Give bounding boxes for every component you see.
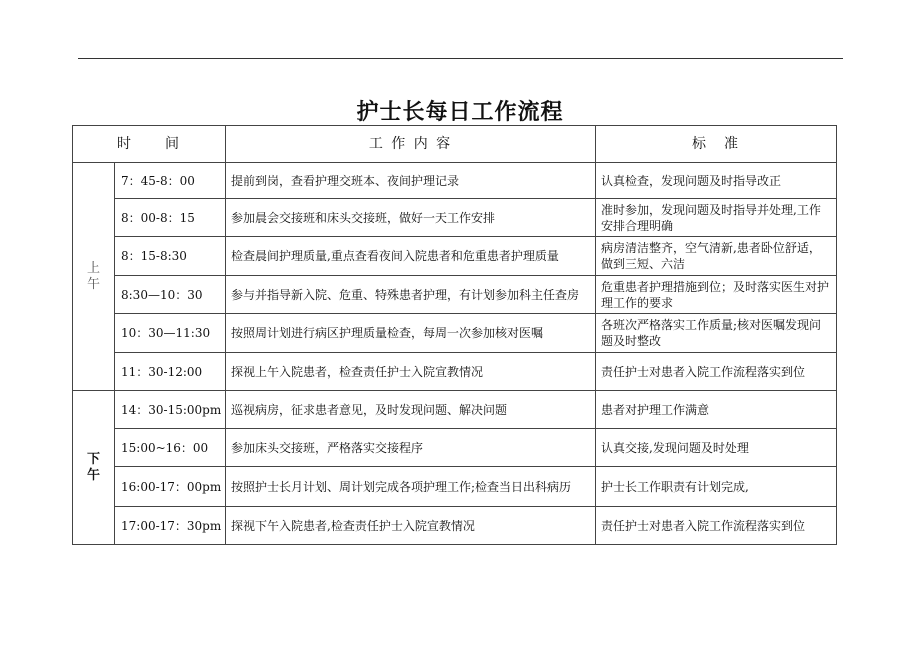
top-rule [78,58,843,59]
time-cell: 16:00-17：00pm [115,467,226,507]
standard-cell: 护士长工作职责有计划完成, [596,467,837,507]
time-cell: 11：30-12:00 [115,353,226,391]
table-row [73,507,837,545]
table-row [73,353,837,391]
table-row [73,163,837,199]
time-cell: 8：15-8:30 [115,237,226,276]
header-time: 时 间 [73,126,226,163]
time-cell: 8:30—10：30 [115,276,226,314]
table-row [73,276,837,314]
time-cell: 17:00-17：30pm [115,507,226,545]
period-morning: 上 午 [73,163,115,391]
content-cell: 参与并指导新入院、危重、特殊患者护理，有计划参加科主任查房 [226,276,596,314]
header-standard: 标 准 [596,126,837,163]
time-cell: 8：00-8：15 [115,199,226,237]
content-cell: 参加晨会交接班和床头交接班，做好一天工作安排 [226,199,596,237]
standard-cell: 准时参加，发现问题及时指导并处理,工作安排合理明确 [596,199,837,237]
content-cell: 按照护士长月计划、周计划完成各项护理工作;检查当日出科病历 [226,467,596,507]
standard-cell: 认真检查，发现问题及时指导改正 [596,163,837,199]
content-cell: 提前到岗，查看护理交班本、夜间护理记录 [226,163,596,199]
standard-cell: 危重患者护理措施到位；及时落实医生对护理工作的要求 [596,276,837,314]
time-cell: 15:00~16：00 [115,429,226,467]
page-title: 护士长每日工作流程 [356,100,564,125]
content-cell: 探视上午入院患者，检查责任护士入院宣教情况 [226,353,596,391]
period-afternoon: 下 午 [73,391,115,545]
content-cell: 按照周计划进行病区护理质量检查，每周一次参加核对医嘱 [226,314,596,353]
standard-cell: 认真交接,发现问题及时处理 [596,429,837,467]
standard-cell: 各班次严格落实工作质量;核对医嘱发现问题及时整改 [596,314,837,353]
table-row [73,237,837,276]
table-row [73,429,837,467]
table-row [73,391,837,429]
header-content: 工 作 内 容 [226,126,596,163]
standard-cell: 责任护士对患者入院工作流程落实到位 [596,507,837,545]
workflow-table [72,125,837,545]
time-cell: 7：45-8：00 [115,163,226,199]
content-cell: 参加床头交接班，严格落实交接程序 [226,429,596,467]
content-cell: 巡视病房，征求患者意见，及时发现问题、解决问题 [226,391,596,429]
standard-cell: 患者对护理工作满意 [596,391,837,429]
standard-cell: 责任护士对患者入院工作流程落实到位 [596,353,837,391]
standard-cell: 病房清洁整齐，空气清新,患者卧位舒适，做到三短、六洁 [596,237,837,276]
content-cell: 检查晨间护理质量,重点查看夜间入院患者和危重患者护理质量 [226,237,596,276]
table-row [73,467,837,507]
table-row [73,314,837,353]
content-cell: 探视下午入院患者,检查责任护士入院宣教情况 [226,507,596,545]
header-row [73,126,837,163]
table-row [73,199,837,237]
time-cell: 10：30—11:30 [115,314,226,353]
schedule-body [73,163,837,545]
time-cell: 14：30-15:00pm [115,391,226,429]
